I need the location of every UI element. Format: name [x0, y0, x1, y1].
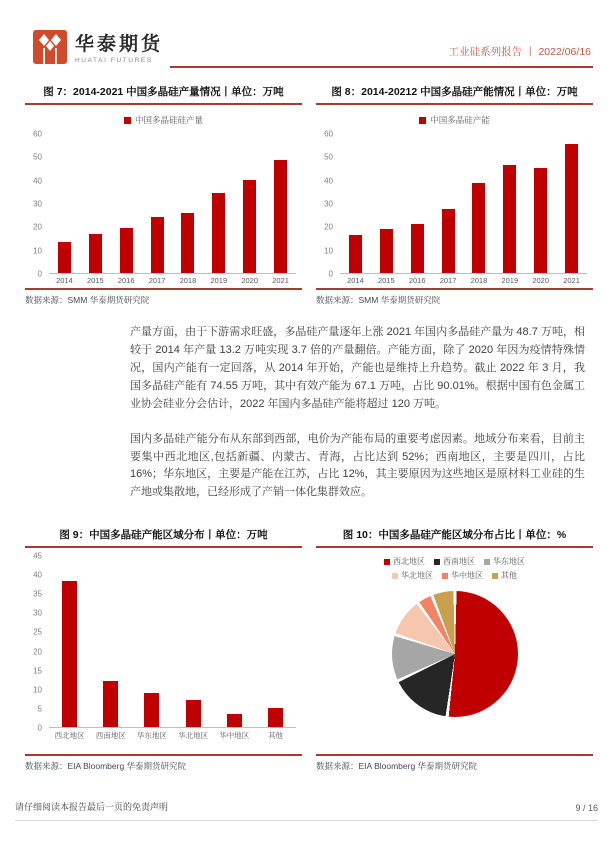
bar	[227, 714, 242, 727]
figure-7-title: 图 7：2014-2021 中国多晶硅产量情况丨单位：万吨	[25, 84, 302, 105]
figure-8	[316, 84, 593, 306]
x-tick-label: 西南地区	[95, 731, 126, 740]
report-series-label: 工业硅系列报告 丨 2022/06/16	[448, 46, 591, 58]
figure-7	[25, 84, 302, 306]
bar	[534, 168, 547, 273]
bar	[503, 165, 516, 273]
bar	[181, 213, 194, 273]
x-tick-label: 华北地区	[178, 731, 209, 740]
body-text	[130, 324, 585, 502]
pie-legend-item	[392, 570, 433, 581]
legend-swatch-icon	[442, 573, 448, 579]
x-axis-labels	[340, 276, 587, 288]
figure-7-legend	[25, 114, 302, 126]
figure-7-legend-label: 中国多晶硅硅产量	[134, 115, 203, 125]
plot-area	[49, 556, 296, 728]
paragraph-distribution: 国内多晶硅产能分布从东部到西部，电价为产能布局的重要考虑因素。地域分布来看，目前主要集中西北地区,包括新疆、内蒙古、青海，占比达到 52%；西南地区，主要是四川，占比 16%；华东地区，主要是产能在江苏，占比 12%，其主要原因为这些地区是原材料工业硅的生产地或集散地，已经形成了产销一体化集群效应。	[130, 432, 585, 499]
huatai-logo-icon	[32, 29, 68, 70]
y-tick-label: 10	[33, 246, 42, 256]
figure-10-source: 数据来源：EIA Bloomberg 华泰期货研究院	[316, 754, 593, 772]
y-tick-label: 45	[33, 551, 42, 561]
x-tick-label: 2016	[117, 276, 135, 285]
y-tick-label: 0	[328, 269, 333, 279]
y-tick-label: 20	[324, 222, 333, 232]
figure-9-title: 图 9：中国多晶硅产能区域分布丨单位：万吨	[25, 527, 302, 548]
paragraph-production: 产量方面，由于下游需求旺盛，多晶硅产量逐年上涨 2021 年国内多晶硅产量为 48.7 万吨，相较于 2014 年产量 13.2 万吨实现 3.7 倍的产量翻倍。产能方面，除了 2020 年因为疫情特殊情况，国内产能有一定回落，从 2014 年开始，产能也是维持上升趋势。截止 2022 年 3 月，我国多晶硅产能有 74.55 万吨，其中有效产能为 67.1 万吨，占比 90.01%。根据中国有色金属工业协会硅业分会估计，2022 年国内多晶硅产能将超过 120 万吨。	[130, 326, 585, 410]
plot-area	[49, 134, 296, 274]
bar	[103, 681, 118, 727]
y-tick-label: 50	[324, 152, 333, 162]
figure-8-legend	[316, 114, 593, 126]
bar	[411, 224, 424, 273]
figure-9	[25, 527, 302, 772]
plot-area	[340, 134, 587, 274]
x-tick-label: 2015	[377, 276, 395, 285]
bar	[565, 144, 578, 273]
bar	[243, 180, 256, 273]
y-tick-label: 40	[33, 570, 42, 580]
figure-10-title: 图 10：中国多晶硅产能区域分布占比丨单位：%	[316, 527, 593, 548]
figure-9-bar-chart	[25, 552, 302, 742]
footer-page-number: 9 / 16	[575, 803, 598, 813]
x-tick-label: 2015	[86, 276, 104, 285]
company-logo	[32, 29, 163, 70]
logo-text-cn: 华泰期货	[75, 34, 164, 56]
footer-disclaimer: 请仔细阅读本报告最后一页的免责声明	[15, 802, 169, 812]
figure-row-1	[25, 84, 593, 306]
legend-swatch-icon	[392, 573, 398, 579]
legend-swatch-icon	[492, 573, 498, 579]
y-tick-label: 30	[33, 608, 42, 618]
y-tick-label: 50	[33, 152, 42, 162]
y-tick-label: 10	[33, 685, 42, 695]
figure-10-pie-chart	[392, 591, 518, 717]
logo-text-en: HUATAI FUTURES	[75, 56, 153, 64]
pie-legend-item	[434, 556, 475, 567]
legend-swatch-icon	[124, 117, 131, 124]
y-tick-label: 60	[324, 129, 333, 139]
figure-7-bar-chart	[25, 130, 302, 288]
legend-swatch-icon	[419, 117, 426, 124]
pie-legend-item	[492, 570, 517, 581]
legend-swatch-icon	[434, 559, 440, 565]
y-tick-label: 20	[33, 222, 42, 232]
x-tick-label: 2017	[148, 276, 166, 285]
figure-8-legend-label: 中国多晶硅产能	[430, 115, 490, 125]
y-tick-label: 5	[37, 704, 42, 714]
y-tick-label: 0	[37, 269, 42, 279]
legend-swatch-icon	[484, 559, 490, 565]
y-tick-label: 30	[33, 199, 42, 209]
bar	[58, 242, 71, 273]
x-tick-label: 2014	[56, 276, 73, 285]
y-tick-label: 40	[324, 176, 333, 186]
pie-legend-label: 其他	[501, 571, 517, 580]
x-axis-labels	[49, 276, 296, 288]
bar	[62, 581, 77, 727]
x-tick-label: 2020	[532, 276, 550, 285]
y-tick-label: 20	[33, 647, 42, 657]
figure-8-source: 数据来源：SMM 华泰期货研究院	[316, 288, 593, 306]
pie-legend-item	[442, 570, 483, 581]
figure-9-source: 数据来源：EIA Bloomberg 华泰期货研究院	[25, 754, 302, 772]
figure-row-2	[25, 527, 593, 772]
bar	[186, 700, 201, 727]
bar	[380, 229, 393, 273]
x-tick-label: 2014	[347, 276, 364, 285]
bar	[120, 228, 133, 273]
x-tick-label: 2018	[179, 276, 197, 285]
bar	[349, 235, 362, 273]
x-tick-label: 2018	[470, 276, 488, 285]
x-tick-label: 2017	[439, 276, 457, 285]
pie-legend-row	[384, 556, 525, 567]
figure-8-title: 图 8：2014-20212 中国多晶硅产能情况丨单位：万吨	[316, 84, 593, 105]
x-tick-label: 其他	[267, 731, 283, 740]
y-tick-label: 30	[324, 199, 333, 209]
x-tick-label: 2021	[272, 276, 289, 285]
y-tick-label: 35	[33, 589, 42, 599]
x-tick-label: 华中地区	[219, 731, 250, 740]
pie-legend-row	[392, 570, 517, 581]
x-tick-label: 2020	[241, 276, 259, 285]
bar	[89, 234, 102, 273]
figure-8-bar-chart	[316, 130, 593, 288]
page-footer	[15, 800, 598, 821]
y-tick-label: 15	[33, 666, 42, 676]
y-tick-label: 10	[324, 246, 333, 256]
bar	[472, 183, 485, 273]
bar	[442, 209, 455, 273]
pie-legend-label: 西北地区	[393, 557, 425, 566]
bar	[212, 193, 225, 273]
x-tick-label: 2016	[408, 276, 426, 285]
pie-legend-label: 华中地区	[451, 571, 483, 580]
pie-legend-item	[484, 556, 525, 567]
y-tick-label: 25	[33, 627, 42, 637]
figure-7-source: 数据来源：SMM 华泰期货研究院	[25, 288, 302, 306]
figure-10	[316, 527, 593, 772]
header-divider-line	[170, 66, 593, 68]
pie-legend-item	[384, 556, 425, 567]
pie-legend-label: 华北地区	[401, 571, 433, 580]
legend-swatch-icon	[384, 559, 390, 565]
x-axis-labels	[49, 730, 296, 742]
pie-legend-label: 华东地区	[493, 557, 525, 566]
y-tick-label: 0	[37, 723, 42, 733]
y-tick-label: 60	[33, 129, 42, 139]
x-tick-label: 华东地区	[136, 731, 167, 740]
bar	[151, 217, 164, 273]
y-tick-label: 40	[33, 176, 42, 186]
pie-legend-label: 西南地区	[443, 557, 475, 566]
bar	[144, 693, 159, 727]
x-tick-label: 2019	[210, 276, 228, 285]
bar	[274, 160, 287, 273]
bar	[268, 708, 283, 727]
figure-10-legend	[316, 556, 593, 581]
x-tick-label: 西北地区	[54, 731, 85, 740]
x-tick-label: 2021	[563, 276, 580, 285]
x-tick-label: 2019	[501, 276, 519, 285]
